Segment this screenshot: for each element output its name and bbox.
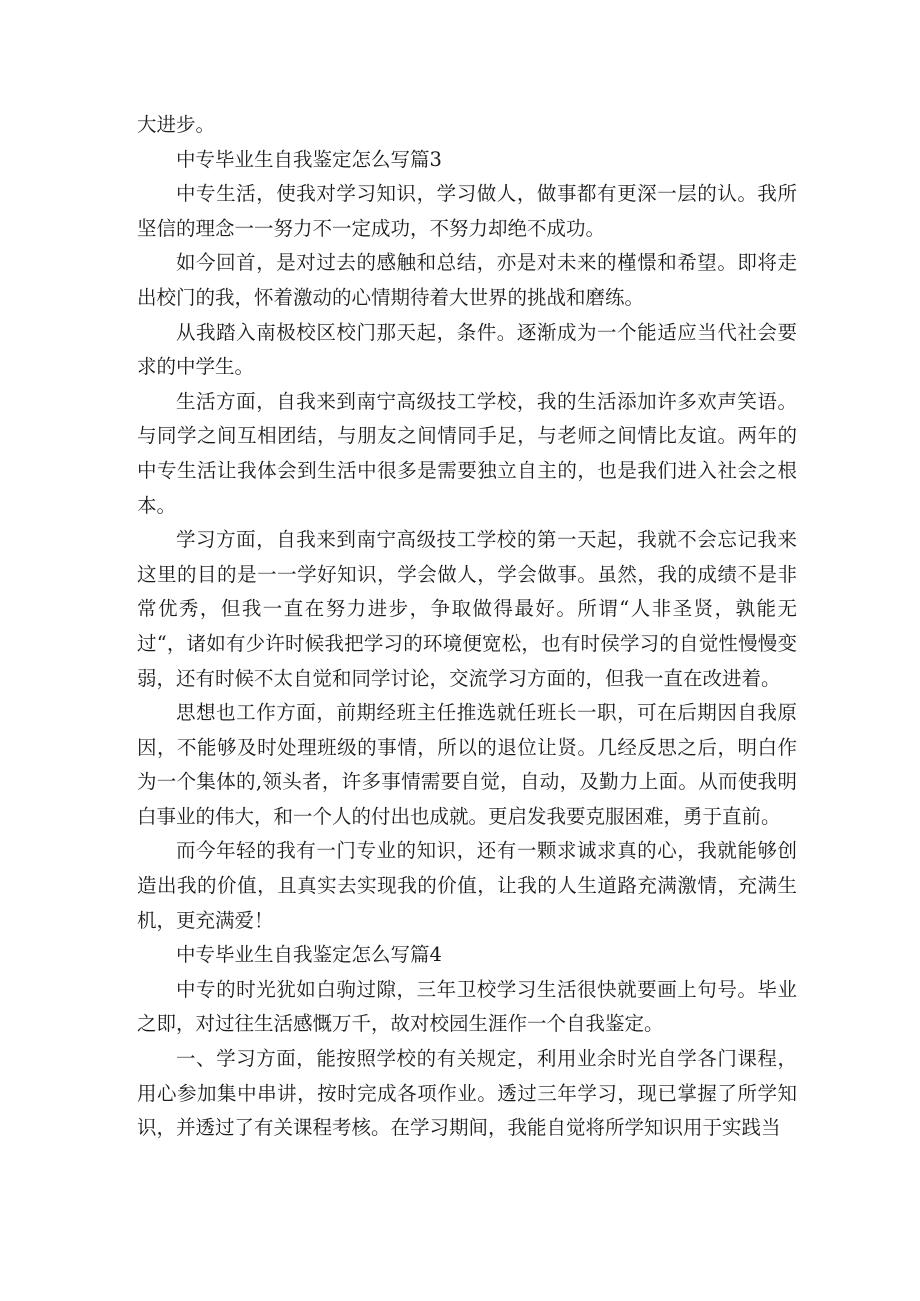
document-body bbox=[137, 108, 797, 1146]
paragraph: 一、学习方面，能按照学校的有关规定，利用业余时光自学各门课程，用心参加集中串讲，按时完成各项作业。透过三年学习，现已掌握了所学知识，并透过了有关课程考核。在学习期间，我能自觉将所学知识用于实践当 bbox=[137, 1047, 797, 1140]
paragraph: 生活方面，自我来到南宁高级技工学校，我的生活添加许多欢声笑语。与同学之间互相团结，与朋友之间情同手足，与老师之间情比友谊。两年的中专生活让我体会到生活中很多是需要独立自主的，也是我们进入社会之根本。 bbox=[137, 389, 797, 517]
paragraph: 而今年轻的我有一门专业的知识，还有一颗求诚求真的心，我就能够创造出我的价值，且真实去实现我的价值，让我的人生道路充满激情，充满生机，更充满爱！ bbox=[137, 839, 797, 932]
paragraph: 思想也工作方面，前期经班主任推选就任班长一职，可在后期因自我原因，不能够及时处理班级的事情，所以的退位让贤。几经反思之后，明白作为一个集体的,领头者，许多事情需要自觉，自动，及勤力上面。从而使我明白事业的伟大，和一个人的付出也成就。更启发我要克服困难，勇于直前。 bbox=[137, 701, 797, 828]
section-heading-3: 中专毕业生自我鉴定怎么写篇3 bbox=[176, 147, 442, 171]
paragraph: 如今回首，是对过去的感触和总结，亦是对未来的槿憬和希望。即将走出校门的我，怀着激动的心情期待着大世界的挑战和磨练。 bbox=[137, 251, 797, 309]
paragraph: 中专的时光犹如白驹过隙，三年卫校学习生活很快就要画上句号。毕业之即，对过往生活感慨万千，故对校园生涯作一个自我鉴定。 bbox=[137, 977, 797, 1036]
paragraph-continuation: 大进步。 bbox=[137, 113, 216, 136]
paragraph: 从我踏入南极校区校门那天起，条件。逐渐成为一个能适应当代社会要求的中学生。 bbox=[137, 320, 797, 379]
paragraph: 学习方面，自我来到南宁高级技工学校的第一天起，我就不会忘记我来这里的目的是一一学好知识，学会做人，学会做事。虽然，我的成绩不是非常优秀，但我一直在努力进步，争取做得最好。所谓“人非圣贤，孰能无过“，诸如有少许时候我把学习的环境便宽松，也有时侯学习的自觉性慢慢变弱，还有时候不太自觉和同学讨论，交流学习方面的，但我一直在改进着。 bbox=[137, 528, 797, 690]
paragraph: 中专生活，使我对学习知识，学习做人，做事都有更深一层的认。我所坚信的理念一一努力不一定成功，不努力却绝不成功。 bbox=[137, 182, 797, 240]
section-heading-4: 中专毕业生自我鉴定怎么写篇4 bbox=[176, 943, 442, 967]
